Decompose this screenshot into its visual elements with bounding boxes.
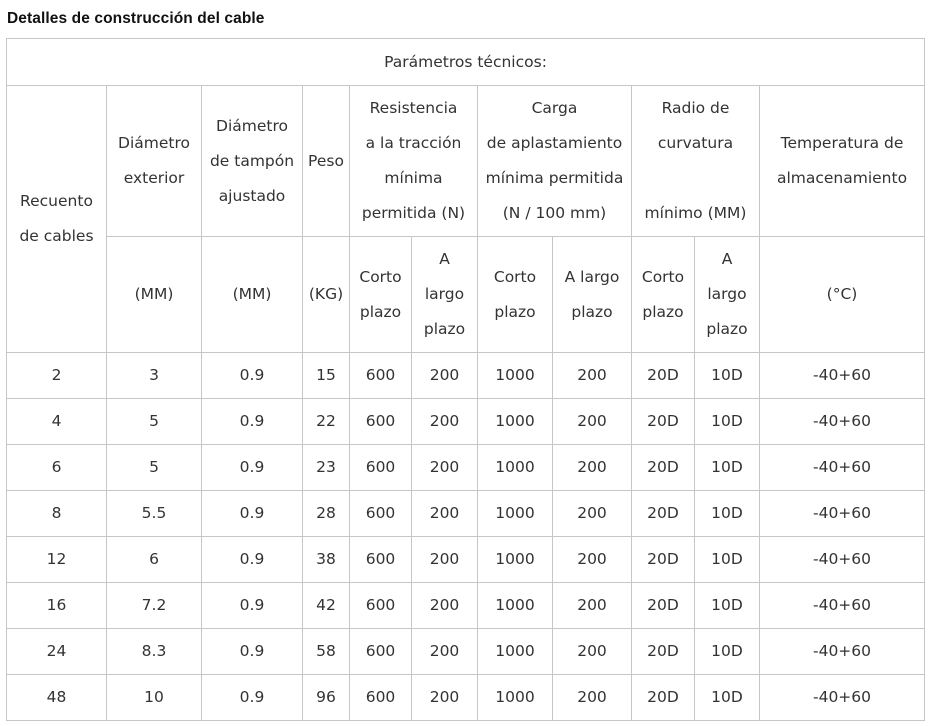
cell-buffer-diameter: 0.9 [202,445,303,491]
cell-cable-count: 2 [7,353,107,399]
cell-buffer-diameter: 0.9 [202,353,303,399]
cell-bend-short: 20D [632,537,695,583]
cell-tensile-long: 200 [412,399,478,445]
cell-bend-short: 20D [632,675,695,721]
cell-tensile-long: 200 [412,583,478,629]
cell-cable-count: 4 [7,399,107,445]
cell-crush-long: 200 [553,675,632,721]
cell-crush-short: 1000 [478,537,553,583]
header-tensile-strength: Resistencia a la tracción mínima permitida (N) [350,86,478,237]
table-row [7,583,925,629]
unit-crush-long: A largo plazo [553,237,632,353]
cell-outer-diameter: 5 [107,445,202,491]
cell-outer-diameter: 3 [107,353,202,399]
unit-tensile-short: Corto plazo [350,237,412,353]
cell-crush-short: 1000 [478,491,553,537]
cell-tensile-short: 600 [350,629,412,675]
cell-bend-long: 10D [695,491,760,537]
cell-weight: 15 [303,353,350,399]
header-bend-radius: Radio de curvatura mínimo (MM) [632,86,760,237]
table-row [7,399,925,445]
cell-bend-short: 20D [632,491,695,537]
cell-crush-short: 1000 [478,399,553,445]
header-outer-diameter: Diámetro exterior [107,86,202,237]
cell-bend-short: 20D [632,353,695,399]
unit-bend-short: Corto plazo [632,237,695,353]
cell-tensile-long: 200 [412,445,478,491]
cell-outer-diameter: 7.2 [107,583,202,629]
cell-outer-diameter: 8.3 [107,629,202,675]
cell-crush-long: 200 [553,399,632,445]
cell-bend-long: 10D [695,353,760,399]
page-title: Detalles de construcción del cable [7,10,265,27]
cell-crush-long: 200 [553,583,632,629]
cell-weight: 23 [303,445,350,491]
cell-outer-diameter: 5.5 [107,491,202,537]
header-weight: Peso [303,86,350,237]
cell-cable-count: 48 [7,675,107,721]
cell-buffer-diameter: 0.9 [202,629,303,675]
cell-crush-long: 200 [553,537,632,583]
unit-weight: (KG) [303,237,350,353]
cell-storage-temperature: -40+60 [760,445,925,491]
cell-tensile-short: 600 [350,675,412,721]
table-row [7,537,925,583]
cell-outer-diameter: 10 [107,675,202,721]
unit-crush-short: Corto plazo [478,237,553,353]
unit-outer-diameter: (MM) [107,237,202,353]
cell-weight: 58 [303,629,350,675]
cell-tensile-short: 600 [350,491,412,537]
cell-storage-temperature: -40+60 [760,353,925,399]
cell-crush-long: 200 [553,445,632,491]
cell-weight: 96 [303,675,350,721]
cell-tensile-short: 600 [350,445,412,491]
cell-tensile-short: 600 [350,537,412,583]
header-storage-temperature: Temperatura de almacenamiento [760,86,925,237]
cell-bend-short: 20D [632,583,695,629]
cell-storage-temperature: -40+60 [760,629,925,675]
cell-crush-short: 1000 [478,353,553,399]
cell-bend-short: 20D [632,629,695,675]
cell-buffer-diameter: 0.9 [202,399,303,445]
cell-cable-count: 16 [7,583,107,629]
cable-spec-table [6,38,925,721]
cell-storage-temperature: -40+60 [760,583,925,629]
cell-bend-long: 10D [695,399,760,445]
header-buffer-diameter: Diámetro de tampón ajustado [202,86,303,237]
cell-storage-temperature: -40+60 [760,675,925,721]
cell-outer-diameter: 5 [107,399,202,445]
cell-buffer-diameter: 0.9 [202,675,303,721]
cell-bend-long: 10D [695,675,760,721]
cell-crush-long: 200 [553,353,632,399]
cell-buffer-diameter: 0.9 [202,491,303,537]
header-cable-count: Recuento de cables [7,86,107,353]
table-row [7,445,925,491]
table-row [7,353,925,399]
table-caption: Parámetros técnicos: [7,39,925,86]
cell-buffer-diameter: 0.9 [202,537,303,583]
cell-storage-temperature: -40+60 [760,537,925,583]
cell-weight: 38 [303,537,350,583]
cell-weight: 22 [303,399,350,445]
cell-crush-short: 1000 [478,583,553,629]
cell-storage-temperature: -40+60 [760,399,925,445]
table-row [7,491,925,537]
cell-bend-long: 10D [695,445,760,491]
cell-crush-long: 200 [553,629,632,675]
table-row [7,629,925,675]
cell-tensile-short: 600 [350,353,412,399]
cell-bend-short: 20D [632,399,695,445]
cell-bend-long: 10D [695,583,760,629]
cell-bend-short: 20D [632,445,695,491]
cell-cable-count: 8 [7,491,107,537]
cell-cable-count: 6 [7,445,107,491]
header-crush-load: Carga de aplastamiento mínima permitida (N / 100 mm) [478,86,632,237]
cell-weight: 42 [303,583,350,629]
cell-cable-count: 24 [7,629,107,675]
cell-tensile-long: 200 [412,537,478,583]
cell-cable-count: 12 [7,537,107,583]
cell-bend-long: 10D [695,629,760,675]
cell-tensile-short: 600 [350,399,412,445]
cell-tensile-long: 200 [412,491,478,537]
cell-buffer-diameter: 0.9 [202,583,303,629]
table-row [7,675,925,721]
cell-bend-long: 10D [695,537,760,583]
cell-crush-short: 1000 [478,629,553,675]
cell-tensile-short: 600 [350,583,412,629]
cell-storage-temperature: -40+60 [760,491,925,537]
unit-tensile-long: A largo plazo [412,237,478,353]
unit-buffer-diameter: (MM) [202,237,303,353]
cell-weight: 28 [303,491,350,537]
cell-crush-short: 1000 [478,445,553,491]
cell-outer-diameter: 6 [107,537,202,583]
cell-crush-long: 200 [553,491,632,537]
unit-storage: (°C) [760,237,925,353]
cell-crush-short: 1000 [478,675,553,721]
unit-bend-long: A largo plazo [695,237,760,353]
cell-tensile-long: 200 [412,353,478,399]
cell-tensile-long: 200 [412,629,478,675]
cell-tensile-long: 200 [412,675,478,721]
